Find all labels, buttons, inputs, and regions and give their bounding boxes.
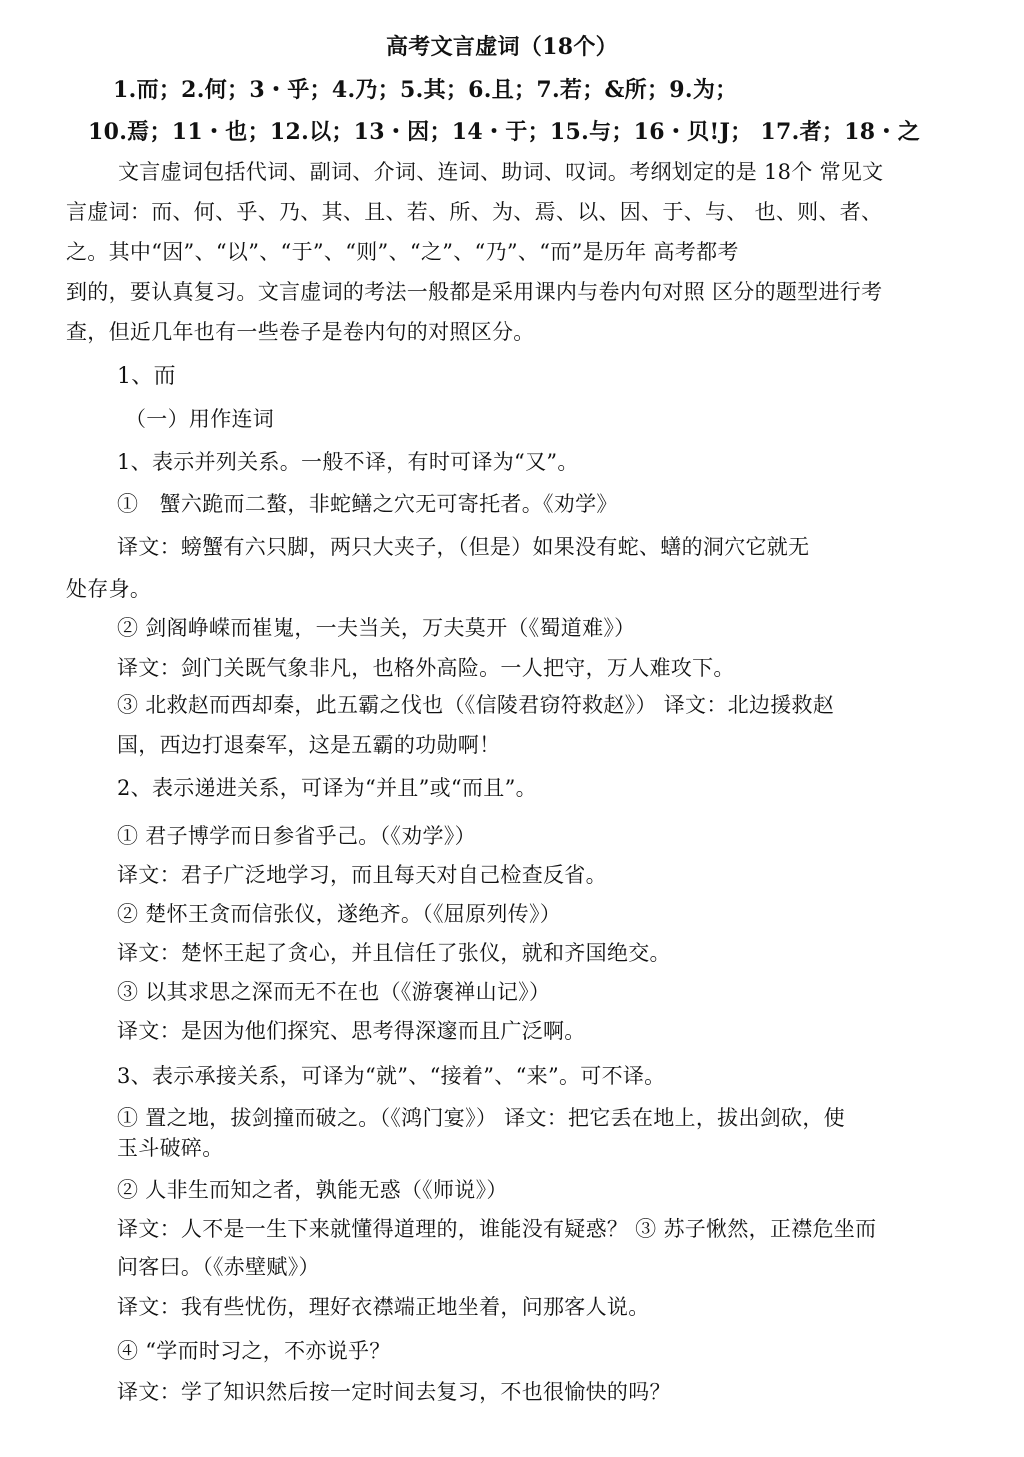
translation: 译文：剑门关既气象非凡，也格外高险。一人把守，万人难攻下。 [117, 656, 735, 680]
word-list-line-1: 1.而；2.何；3・乎；4.乃；5.其；6.且；7.若；&所；9.为； [113, 77, 738, 103]
example-sentence: 问客曰。（《赤壁赋》） [117, 1255, 320, 1279]
page-title: 高考文言虚词（18个） [386, 34, 618, 60]
example-sentence: ② 人非生而知之者，孰能无惑（《师说》） [117, 1178, 508, 1202]
word-list-line-2: 10.焉；11・也；12.以；13・因；14・于；15.与；16・贝!J； 17.者；18・之 [88, 119, 921, 145]
translation: 译文：螃蟹有六只脚，两只大夹子，（但是）如果没有蛇、蟮的洞穴它就无 [117, 535, 810, 559]
usage-point: 1、表示并列关系。一般不译，有时可译为“又”。 [117, 450, 579, 474]
section-heading: 1、而 [117, 364, 176, 389]
translation: 译文：是因为他们探究、思考得深邃而且广泛啊。 [117, 1019, 586, 1043]
intro-line: 文言虚词包括代词、副词、介词、连词、助词、叹词。考纲划定的是 18个 常见文 [118, 160, 884, 184]
intro-line: 之。其中“因”、“以”、“于”、“则”、“之”、“乃”、“而”是历年 高考都考 [66, 240, 739, 264]
usage-point: 2、表示递进关系，可译为“并且”或“而且”。 [117, 776, 537, 800]
example-sentence: ① 蟹六跪而二螯，非蛇鳝之穴无可寄托者。《劝学》 [117, 492, 618, 516]
usage-point: 3、表示承接关系，可译为“就”、“接着”、“来”。可不译。 [117, 1064, 666, 1088]
example-sentence: 玉斗破碎。 [117, 1136, 224, 1160]
example-sentence: ③ 北救赵而西却秦，此五霸之伐也（《信陵君窃符救赵》） 译文：北边援救赵 [117, 693, 835, 717]
translation: 译文：我有些忧伤，理好衣襟端正地坐着，问那客人说。 [117, 1295, 650, 1319]
translation: 译文：学了知识然后按一定时间去复习，不也很愉快的吗？ [117, 1380, 671, 1404]
intro-line: 言虚词：而、何、乎、乃、其、且、若、所、为、焉、以、因、于、与、 也、则、者、 [66, 200, 883, 224]
example-sentence: ④ “学而时习之，不亦说乎？ [117, 1339, 391, 1363]
example-sentence: ② 楚怀王贪而信张仪，遂绝齐。（《屈原列传》） [117, 902, 562, 926]
example-sentence: ② 剑阁峥嵘而崔嵬，一夫当关，万夫莫开（《蜀道难》） [117, 616, 636, 640]
example-sentence: ③ 以其求思之深而无不在也（《游褒禅山记》） [117, 980, 551, 1004]
example-sentence: ① 君子博学而日参省乎己。（《劝学》） [117, 824, 476, 848]
translation: 译文：君子广泛地学习，而且每天对自己检查反省。 [117, 863, 607, 887]
subsection-heading: （一）用作连词 [125, 407, 275, 431]
intro-line: 到的，要认真复习。文言虚词的考法一般都是采用课内与卷内句对照 区分的题型进行考 [66, 280, 883, 304]
translation: 译文：人不是一生下来就懂得道理的，谁能没有疑惑？ ③ 苏子愀然，正襟危坐而 [117, 1217, 877, 1241]
example-sentence: ① 置之地，拔剑撞而破之。（《鸿门宴》） 译文：把它丢在地上，拔出剑砍，使 [117, 1106, 845, 1130]
translation: 国，西边打退秦军，这是五霸的功勋啊！ [117, 733, 501, 757]
intro-line: 查，但近几年也有一些卷子是卷内句的对照区分。 [66, 320, 535, 344]
translation: 处存身。 [66, 577, 152, 601]
translation: 译文：楚怀王起了贪心，并且信任了张仪，就和齐国绝交。 [117, 941, 671, 965]
